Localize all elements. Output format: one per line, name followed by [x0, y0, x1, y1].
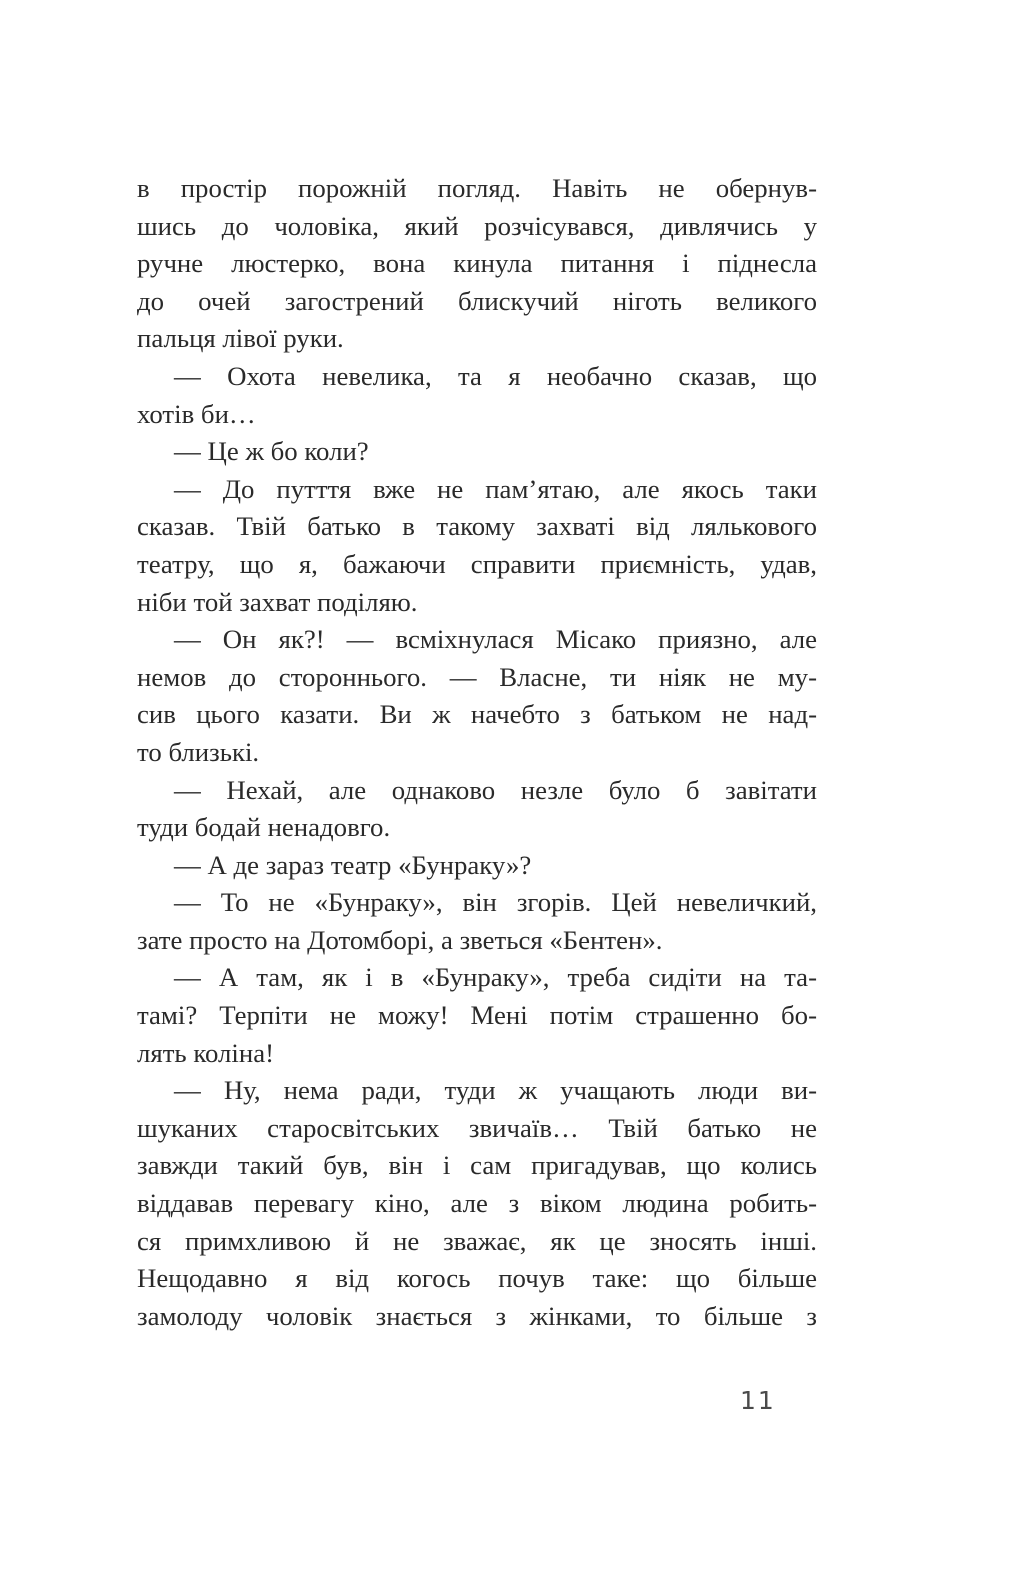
- text-line: — Охота невелика, та я необачно сказав, що: [174, 360, 817, 391]
- text-line: ніби той захват поділяю.: [137, 586, 418, 617]
- text-line: віддавав перевагу кіно, але з віком людина робить-: [137, 1188, 817, 1219]
- text-line: немов до стороннього. — Власне, ти ніяк не му-: [137, 661, 817, 692]
- text-line: туди бодай ненадовго.: [137, 812, 391, 843]
- page-number: 11: [740, 1386, 776, 1415]
- body-text: [137, 170, 817, 1335]
- text-line: сказав. Твій батько в такому захваті від лялькового: [137, 511, 817, 542]
- text-line: ся примхливою й не зважає, як це зносять інші.: [137, 1225, 817, 1256]
- text-line: завжди такий був, він і сам пригадував, що колись: [137, 1150, 817, 1181]
- text-line: зате просто на Дотомборі, а зветься «Бентен».: [137, 924, 663, 955]
- text-line: хотів би…: [137, 398, 256, 429]
- text-line: пальця лівої руки.: [137, 323, 344, 354]
- text-line: шуканих старосвітських звичаїв… Твій батько не: [137, 1112, 817, 1143]
- text-line: театру, що я, бажаючи справити приємність, удав,: [137, 548, 817, 579]
- text-line: сив цього казати. Ви ж начебто з батьком не над-: [137, 699, 817, 730]
- text-line: — Це ж бо коли?: [174, 436, 369, 467]
- text-line: ручне люстерко, вона кинула питання і піднесла: [137, 248, 817, 279]
- text-line: — Нехай, але однаково незле було б завітати: [174, 774, 817, 805]
- text-line: тамі? Терпіти не можу! Мені потім страшенно бо-: [137, 1000, 817, 1031]
- text-line: — Он як?! — всміхнулася Місако приязно, але: [174, 624, 817, 655]
- text-line: шись до чоловіка, який розчісувався, дивлячись у: [137, 210, 817, 241]
- text-line: — А де зараз театр «Бунраку»?: [174, 849, 532, 880]
- text-line: Нещодавно я від когось почув таке: що більше: [137, 1263, 817, 1294]
- text-line: — А там, як і в «Бунраку», треба сидіти на та-: [174, 962, 817, 993]
- text-line: замолоду чоловік знається з жінками, то більше з: [137, 1300, 817, 1331]
- text-line: в простір порожній погляд. Навіть не обернув-: [137, 173, 817, 203]
- text-line: до очей загострений блискучий ніготь великого: [137, 285, 817, 316]
- text-line: лять коліна!: [137, 1037, 275, 1068]
- text-line: то близькі.: [137, 736, 260, 767]
- text-line: — Ну, нема ради, туди ж учащають люди ви-: [174, 1075, 817, 1106]
- text-line: — До путття вже не пам’ятаю, але якось таки: [174, 473, 817, 504]
- text-line: — То не «Бунраку», він згорів. Цей невеличкий,: [174, 887, 817, 918]
